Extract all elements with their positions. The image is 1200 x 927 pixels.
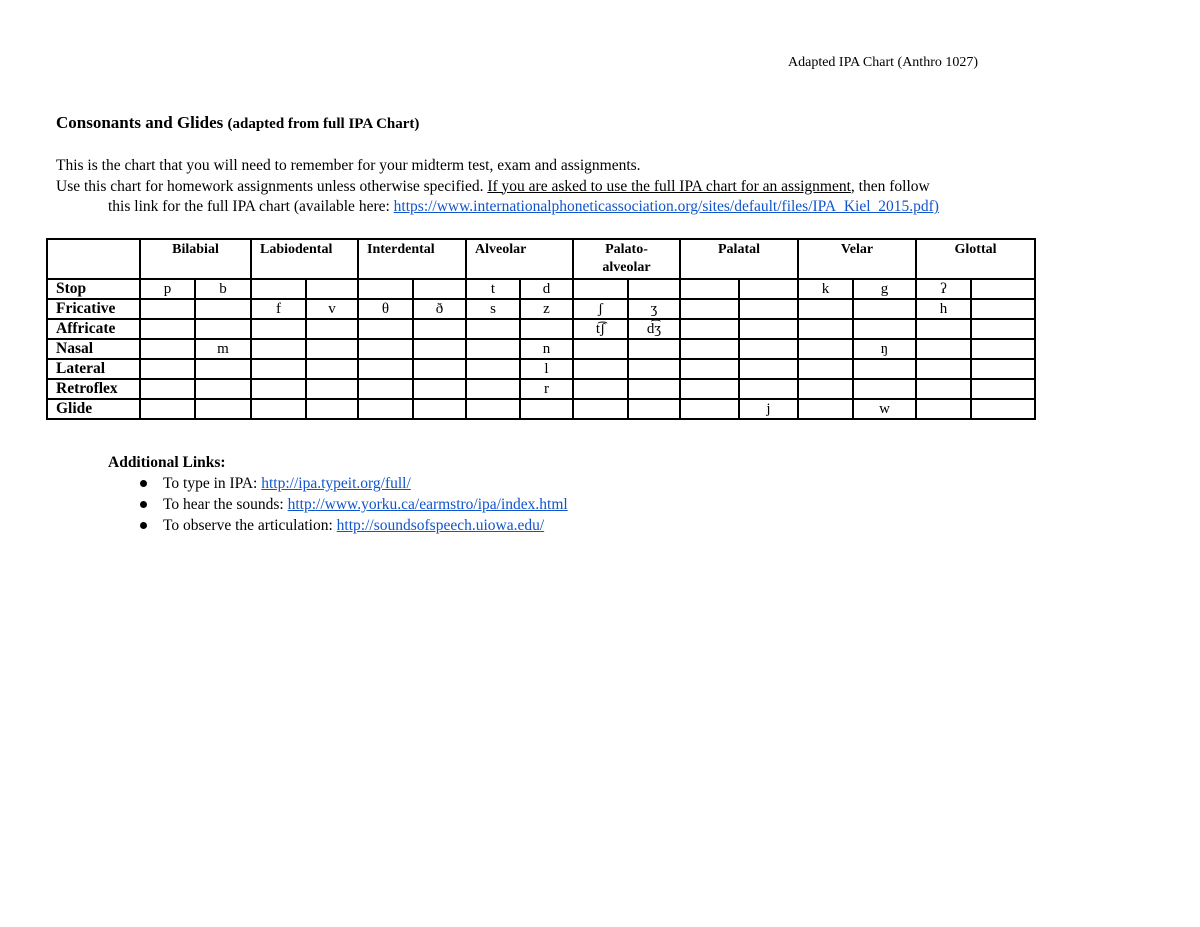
list-item xyxy=(163,494,568,515)
ipa-symbol-cell xyxy=(251,379,306,399)
intro-line-2-text: Use this chart for homework assignments unless otherwise specified. xyxy=(56,177,488,195)
ipa-symbol-cell xyxy=(680,319,739,339)
ipa-symbol-cell xyxy=(971,399,1035,419)
ipa-symbol-cell xyxy=(306,359,358,379)
sounds-of-speech-link[interactable]: http://soundsofspeech.uiowa.edu/ xyxy=(336,517,545,534)
links-heading: Additional Links: xyxy=(108,454,226,471)
ipa-symbol-cell xyxy=(195,399,251,419)
table-row xyxy=(47,399,1035,419)
intro-line-1: This is the chart that you will need to remember for your midterm test, exam and assignments. xyxy=(56,157,641,174)
intro-paragraph xyxy=(56,156,1116,218)
ipa-symbol-cell xyxy=(739,339,798,359)
table-row xyxy=(47,299,1035,319)
ipa-symbol-cell xyxy=(628,399,680,419)
ipa-symbol-cell xyxy=(358,339,413,359)
ipa-symbol-cell xyxy=(251,319,306,339)
column-header: Glottal xyxy=(916,239,1035,279)
intro-line-2-end: , then follow xyxy=(850,177,930,195)
ipa-symbol-cell xyxy=(466,319,520,339)
row-label: Stop xyxy=(47,279,140,299)
table-row xyxy=(47,279,1035,299)
ipa-symbol-cell xyxy=(140,359,195,379)
ipa-symbol-cell xyxy=(413,399,466,419)
row-label: Lateral xyxy=(47,359,140,379)
table-row xyxy=(47,359,1035,379)
intro-line-2 xyxy=(56,177,1116,198)
ipa-symbol-cell xyxy=(853,359,916,379)
ipa-symbol-cell xyxy=(628,359,680,379)
ipa-symbol-cell xyxy=(466,339,520,359)
ipa-symbol-cell xyxy=(195,299,251,319)
ipa-symbol-cell: d͡ʒ xyxy=(628,319,680,339)
ipa-symbol-cell: l xyxy=(520,359,573,379)
ipa-symbol-cell xyxy=(739,359,798,379)
ipa-symbol-cell: ʃ xyxy=(573,299,628,319)
ipa-symbol-cell xyxy=(971,279,1035,299)
ipa-symbol-cell: g xyxy=(853,279,916,299)
column-header: Velar xyxy=(798,239,916,279)
ipa-symbol-cell xyxy=(306,279,358,299)
ipa-symbol-cell xyxy=(916,379,971,399)
table-row xyxy=(47,339,1035,359)
corner-cell xyxy=(47,239,140,279)
ipa-symbol-cell: ŋ xyxy=(853,339,916,359)
ipa-symbol-cell xyxy=(306,319,358,339)
ipa-symbol-cell xyxy=(971,359,1035,379)
ipa-symbol-cell xyxy=(140,379,195,399)
ipa-symbol-cell: f xyxy=(251,299,306,319)
intro-line-3-text: this link for the full IPA chart (available here: xyxy=(108,198,394,215)
ipa-symbol-cell xyxy=(739,279,798,299)
ipa-symbol-cell xyxy=(916,339,971,359)
list-item xyxy=(163,473,568,494)
additional-links xyxy=(108,452,568,536)
ipa-symbol-cell xyxy=(739,319,798,339)
column-header-line: Palato- xyxy=(605,242,648,257)
ipa-symbol-cell xyxy=(251,399,306,419)
ipa-symbol-cell xyxy=(680,299,739,319)
ipa-symbol-cell xyxy=(413,379,466,399)
ipa-symbol-cell xyxy=(358,279,413,299)
ipa-symbol-cell xyxy=(628,279,680,299)
yorku-ipa-link[interactable]: http://www.yorku.ca/earmstro/ipa/index.html xyxy=(287,496,568,513)
ipa-symbol-cell: ʒ xyxy=(628,299,680,319)
ipa-symbol-cell: θ xyxy=(358,299,413,319)
ipa-symbol-cell xyxy=(573,359,628,379)
ipa-symbol-cell: t͡ʃ xyxy=(573,319,628,339)
row-label: Fricative xyxy=(47,299,140,319)
ipa-symbol-cell: n xyxy=(520,339,573,359)
ipa-symbol-cell xyxy=(628,379,680,399)
ipa-symbol-cell xyxy=(140,399,195,419)
ipa-symbol-cell xyxy=(358,319,413,339)
ipa-symbol-cell: s xyxy=(466,299,520,319)
row-label: Nasal xyxy=(47,339,140,359)
ipa-symbol-cell xyxy=(853,299,916,319)
column-header: Alveolar xyxy=(466,239,573,279)
ipa-symbol-cell xyxy=(680,279,739,299)
ipa-symbol-cell xyxy=(573,379,628,399)
ipa-symbol-cell xyxy=(798,319,853,339)
ipa-symbol-cell xyxy=(413,339,466,359)
ipa-symbol-cell xyxy=(140,299,195,319)
list-item xyxy=(163,515,568,536)
ipa-symbol-cell xyxy=(413,319,466,339)
full-ipa-chart-link[interactable]: https://www.internationalphoneticassociation.org/sites/default/files/IPA_Kiel_2015.pdf) xyxy=(393,198,939,215)
ipa-symbol-cell: d xyxy=(520,279,573,299)
ipa-symbol-cell xyxy=(520,399,573,419)
ipa-symbol-cell xyxy=(971,379,1035,399)
ipa-symbol-cell xyxy=(798,339,853,359)
ipa-symbol-cell xyxy=(971,319,1035,339)
intro-underlined-text: If you are asked to use the full IPA chart for an assignment xyxy=(487,177,851,195)
ipa-symbol-cell xyxy=(798,299,853,319)
ipa-symbol-cell xyxy=(413,359,466,379)
links-list xyxy=(108,473,568,536)
ipa-symbol-cell xyxy=(853,379,916,399)
column-header xyxy=(573,239,680,279)
ipa-symbol-cell xyxy=(195,319,251,339)
ipa-symbol-cell xyxy=(466,359,520,379)
ipa-symbol-cell xyxy=(140,339,195,359)
ipa-symbol-cell xyxy=(798,379,853,399)
ipa-symbol-cell: k xyxy=(798,279,853,299)
ipa-symbol-cell: j xyxy=(739,399,798,419)
ipa-symbol-cell xyxy=(251,339,306,359)
ipa-symbol-cell xyxy=(680,339,739,359)
ipa-symbol-cell xyxy=(916,359,971,379)
ipa-symbol-cell xyxy=(140,319,195,339)
ipa-symbol-cell xyxy=(573,399,628,419)
ipa-symbol-cell: ʔ xyxy=(916,279,971,299)
ipa-symbol-cell xyxy=(466,399,520,419)
ipa-symbol-cell: m xyxy=(195,339,251,359)
ipa-symbol-cell xyxy=(358,379,413,399)
column-header: Labiodental xyxy=(251,239,358,279)
ipa-symbol-cell: p xyxy=(140,279,195,299)
column-header-line: alveolar xyxy=(602,260,651,275)
ipa-symbol-cell xyxy=(413,279,466,299)
ipa-symbol-cell xyxy=(680,379,739,399)
column-header: Palatal xyxy=(680,239,798,279)
ipa-symbol-cell xyxy=(520,319,573,339)
ipa-symbol-cell xyxy=(628,339,680,359)
table-header-row xyxy=(47,239,1035,279)
ipa-symbol-cell xyxy=(798,399,853,419)
ipa-symbol-cell xyxy=(916,319,971,339)
row-label: Retroflex xyxy=(47,379,140,399)
title-main: Consonants and Glides xyxy=(56,113,224,132)
ipa-symbol-cell xyxy=(573,279,628,299)
ipa-symbol-cell: t xyxy=(466,279,520,299)
ipa-symbol-cell xyxy=(971,299,1035,319)
ipa-symbol-cell xyxy=(680,399,739,419)
ipa-symbol-cell: ð xyxy=(413,299,466,319)
ipa-symbol-cell xyxy=(306,399,358,419)
ipa-symbol-cell xyxy=(306,379,358,399)
ipa-symbol-cell xyxy=(739,379,798,399)
table-row xyxy=(47,319,1035,339)
ipa-symbol-cell xyxy=(195,379,251,399)
ipa-symbol-cell xyxy=(358,359,413,379)
ipa-symbol-cell: h xyxy=(916,299,971,319)
ipa-symbol-cell xyxy=(466,379,520,399)
ipa-symbol-cell: r xyxy=(520,379,573,399)
ipa-symbol-cell xyxy=(306,339,358,359)
ipa-typeit-link[interactable]: http://ipa.typeit.org/full/ xyxy=(261,475,411,492)
ipa-symbol-cell: v xyxy=(306,299,358,319)
ipa-consonant-table xyxy=(46,238,1036,420)
row-label: Glide xyxy=(47,399,140,419)
ipa-symbol-cell xyxy=(573,339,628,359)
ipa-symbol-cell xyxy=(251,359,306,379)
ipa-symbol-cell: b xyxy=(195,279,251,299)
column-header: Interdental xyxy=(358,239,466,279)
table-row xyxy=(47,379,1035,399)
ipa-symbol-cell xyxy=(680,359,739,379)
link-label: To type in IPA: xyxy=(163,475,262,492)
title-subtitle: (adapted from full IPA Chart) xyxy=(227,116,420,132)
ipa-symbol-cell xyxy=(739,299,798,319)
page-title xyxy=(56,113,419,133)
ipa-symbol-cell xyxy=(358,399,413,419)
ipa-symbol-cell: w xyxy=(853,399,916,419)
ipa-symbol-cell xyxy=(916,399,971,419)
ipa-symbol-cell xyxy=(798,359,853,379)
link-label: To hear the sounds: xyxy=(163,496,288,513)
running-header: Adapted IPA Chart (Anthro 1027) xyxy=(788,55,979,70)
column-header: Bilabial xyxy=(140,239,251,279)
ipa-symbol-cell xyxy=(251,279,306,299)
intro-line-3 xyxy=(56,197,1116,218)
ipa-symbol-cell: z xyxy=(520,299,573,319)
ipa-symbol-cell xyxy=(195,359,251,379)
link-label: To observe the articulation: xyxy=(163,517,337,534)
ipa-symbol-cell xyxy=(853,319,916,339)
ipa-symbol-cell xyxy=(971,339,1035,359)
row-label: Affricate xyxy=(47,319,140,339)
